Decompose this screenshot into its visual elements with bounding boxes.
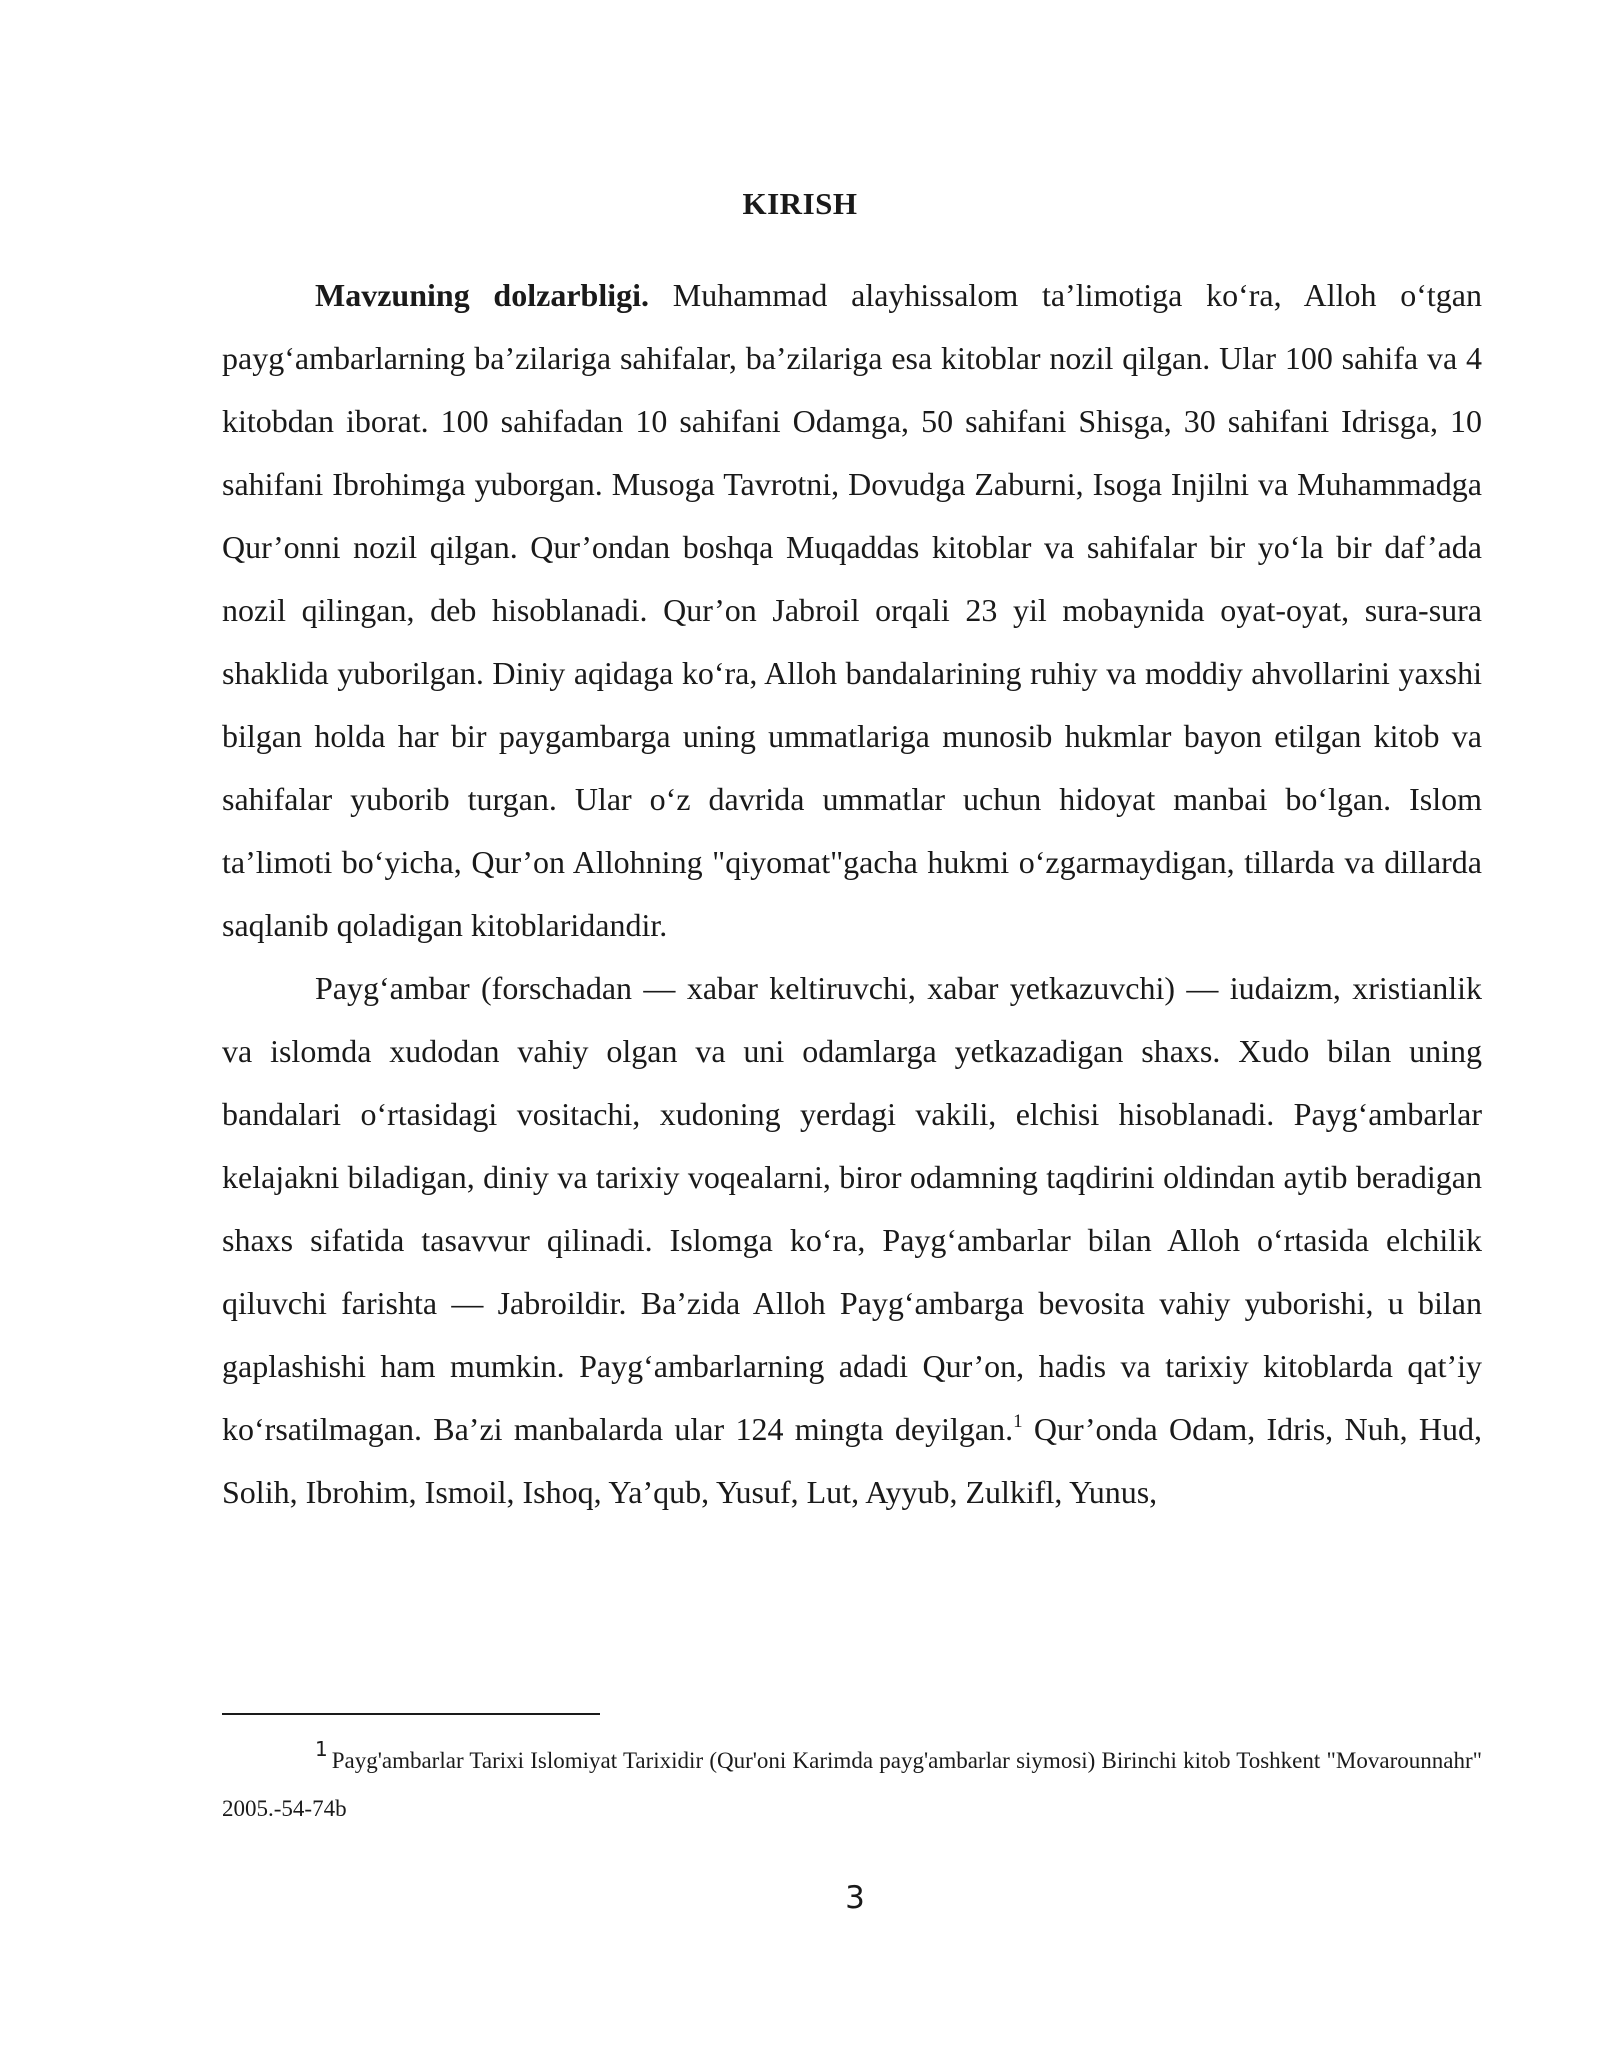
footnote-separator bbox=[222, 1713, 600, 1715]
footnote-marker: 1 bbox=[315, 1737, 328, 1761]
body-text bbox=[222, 264, 1482, 1524]
paragraph-text: Muhammad alayhissalom ta’limotiga ko‘ra, Alloh o‘tgan payg‘ambarlarning ba’zilariga sahifalar, ba’zilariga esa kitoblar nozil qilgan. Ular 100 sahifa va 4 kitobdan iborat. 100 sahifadan 10 sahifani Odamga, 50 sahifani Shisga, 30 sahifani Idrisga, 10 sahifani Ibrohimga yuborgan. Musoga Tavrotni, Dovudga Zaburni, Isoga Injilni va Muhammadga Qur’onni nozil qilgan. Qur’ondan boshqa Muqaddas kitoblar va sahifalar bir yo‘la bir daf’ada nozil qilingan, deb hisoblanadi. Qur’on Jabroil orqali 23 yil mobaynida oyat-oyat, sura-sura shaklida yuborilgan. Diniy aqidaga ko‘ra, Alloh bandalarining ruhiy va moddiy ahvollarini yaxshi bilgan holda har bir paygambarga uning ummatlariga munosib hukmlar bayon etilgan kitob va sahifalar yuborib turgan. Ular o‘z davrida ummatlar uchun hidoyat manbai bo‘lgan. Islom ta’limoti bo‘yicha, Qur’on Allohning "qiyomat"gacha hukmi o‘zgarmaydigan, tillarda va dillarda saqlanib qoladigan kitoblaridandir. bbox=[222, 277, 1483, 943]
footnote-reference[interactable]: 1 bbox=[1013, 1411, 1023, 1432]
paragraph-text: Payg‘ambar (forschadan — xabar keltiruvchi, xabar yetkazuvchi) — iudaizm, xristianlik va islomda xudodan vahiy olgan va uni odamlarga yetkazadigan shaxs. Xudo bilan uning bandalari o‘rtasidagi vositachi, xudoning yerdagi vakili, elchisi hisoblanadi. Payg‘ambarlar kelajakni biladigan, diniy va tarixiy voqealarni, biror odamning taqdirini oldindan aytib beradigan shaxs sifatida tasavvur qilinadi. Islomga ko‘ra, Payg‘ambarlar bilan Alloh o‘rtasida elchilik qiluvchi farishta — Jabroildir. Ba’zida Alloh Payg‘ambarga bevosita vahiy yuborishi, u bilan gaplashishi ham mumkin. Payg‘ambarlarning adadi Qur’on, hadis va tarixiy kitoblarda qat’iy ko‘rsatilmagan. Ba’zi manbalarda ular 124 mingta deyilgan. bbox=[222, 970, 1482, 1447]
paragraph-lead: Mavzuning dolzarbligi. bbox=[315, 277, 649, 313]
page-number: 3 bbox=[845, 1880, 865, 1916]
page-title: KIRISH bbox=[742, 186, 858, 221]
footnote bbox=[222, 1737, 1482, 1833]
footnote-entry bbox=[222, 1737, 1482, 1833]
paragraph-prophet bbox=[222, 957, 1482, 1524]
paragraph-relevance bbox=[222, 264, 1482, 957]
paragraph-text: Qur’onda Odam, Idris, Nuh, Hud, Solih, Ibrohim, Ismoil, Ishoq, Ya’qub, Yusuf, Lut, Ayyub, Zulkifl, Yunus, bbox=[222, 1411, 1483, 1510]
footnote-text: Payg'ambarlar Tarixi Islomiyat Tarixidir (Qur'oni Karimda payg'ambarlar siymosi) Birinchi kitob Toshkent "Movarounnahr" 2005.-54-74b bbox=[222, 1748, 1482, 1821]
